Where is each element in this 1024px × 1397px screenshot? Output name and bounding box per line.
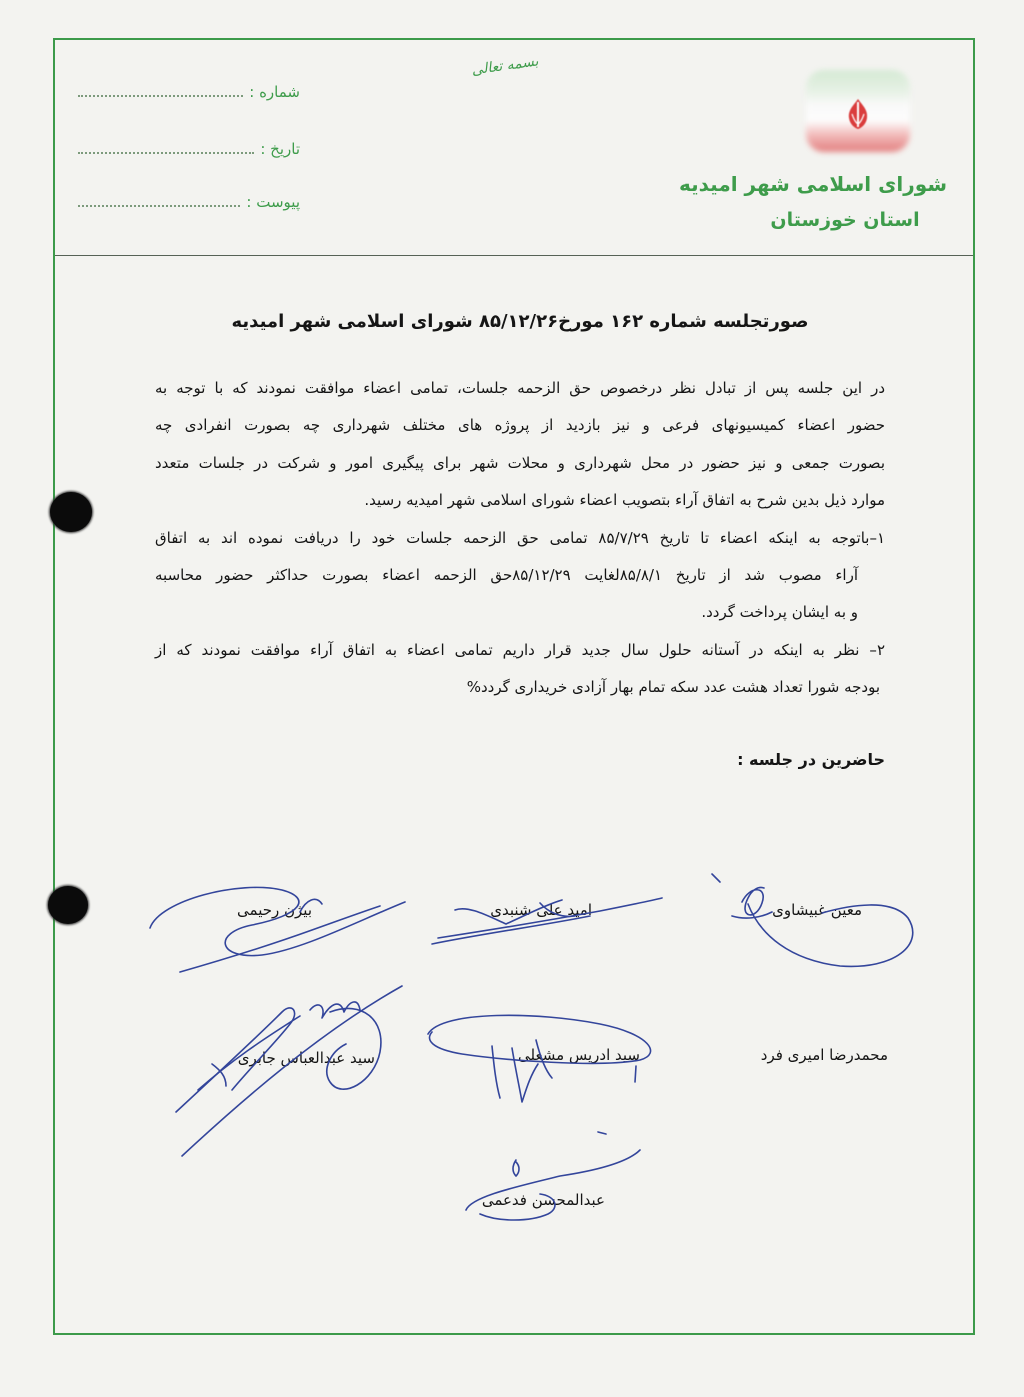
province-name: استان خوزستان [770,209,920,231]
attendee-name: محمدرضا امیری فرد [760,1046,888,1064]
organization-name: شورای اسلامی شهر امیدیه [678,172,947,196]
iran-emblem-icon [806,70,910,152]
invocation-text: بسمه تعالی [470,53,540,79]
item-1-line: و به ایشان پرداخت گردد. [701,603,858,622]
attachment-field [78,188,300,212]
date-field [78,135,300,159]
intro-line: حضور اعضاء کمیسیونهای فرعی و نیز بازدید از پروژه های مختلف شهرداری چه بصورت انفرادی چه [155,416,885,435]
attachment-dotted-line [78,205,240,207]
document-title: صورتجلسه شماره ۱۶۲ مورخ۸۵/۱۲/۲۶ شورای اسلامی شهر امیدیه [231,311,809,332]
attendee-name: سید عبدالعباس جابری [237,1049,375,1067]
attendee-name: بیژن رحیمی [237,901,312,919]
punch-hole [50,492,92,532]
item-1-line: آراء مصوب شد از تاریخ ۸۵/۸/۱لغایت ۸۵/۱۲/۲۹حق الزحمه اعضاء بصورت حداکثر حضور محاسبه [155,566,858,585]
attendee-name: معین غبیشاوی [772,901,862,919]
date-label: تاریخ : [260,140,300,158]
item-2-line: بودجه شورا تعداد هشت عدد سکه تمام بهار آزادی خریداری گردد% [466,678,880,697]
attendee-name: عبدالمحسن فدعمی [481,1191,605,1209]
number-dotted-line [78,95,243,97]
date-dotted-line [78,152,254,154]
attachment-label: پیوست : [246,193,300,211]
punch-hole [48,886,88,924]
header-divider [55,255,973,256]
intro-line: موارد ذیل بدین شرح به اتفاق آراء بتصویب اعضاء شورای اسلامی شهر امیدیه رسید. [364,491,885,510]
intro-line: بصورت جمعی و نیز حضور در محل شهرداری و محلات شهر برای پیگیری امور و شرکت در جلسات متعدد [155,453,885,472]
attendee-name: امید علی شنبدی [490,901,592,919]
attendee-name: سید ادریس مشعلی [517,1046,640,1064]
item-1-line: ۱–باتوجه به اینکه اعضاء تا تاریخ ۸۵/۷/۲۹ تمامی حق الزحمه جلسات خود را دریافت نموده اند به اتفاق [155,528,886,547]
number-label: شماره : [249,83,300,101]
item-2-line: ۲– نظر به اینکه در آستانه حلول سال جدید قرار داریم تمامی اعضاء به اتفاق آراء موافقت نمودند که از [155,640,885,659]
minutes-body [155,370,885,707]
number-field [78,78,300,102]
attendees-heading: حاضرین در جلسه : [737,750,885,769]
intro-line: در این جلسه پس از تبادل نظر درخصوص حق الزحمه جلسات، تمامی اعضاء موافقت نمودند که با توجه به [155,379,885,397]
